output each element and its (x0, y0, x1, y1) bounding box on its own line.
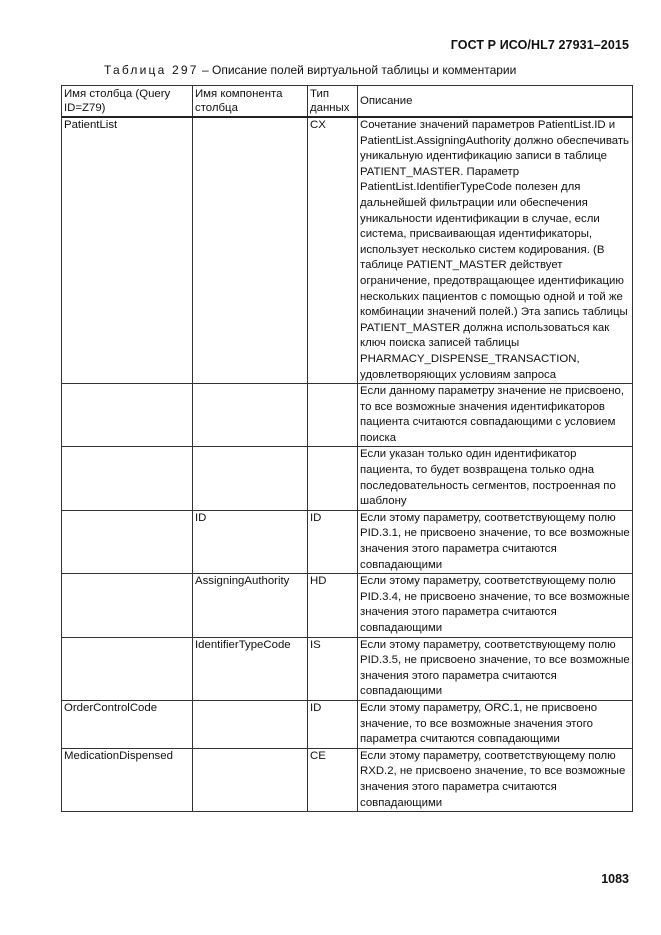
cell-description: Если данному параметру значение не присвоено, то все возможные значения идентификаторов пациента считаются совпадающими с условием поиска (358, 384, 633, 447)
cell-description: Если указан только один идентификатор пациента, то будет возвращена только одна последовательность сегментов, построенная по шаблону (358, 447, 633, 510)
cell-column-name (62, 510, 193, 573)
table-row (62, 447, 633, 510)
cell-data-type: ID (308, 510, 358, 573)
cell-component-name (193, 447, 308, 510)
table-row (62, 700, 633, 748)
cell-description: Если этому параметру, соответствующему полю PID.3.4, не присвоено значение, то все возможные значения этого параметра считаются совпадающими (358, 574, 633, 637)
table-row (62, 748, 633, 811)
cell-component-name: IdentifierTypeCode (193, 637, 308, 700)
cell-component-name (193, 748, 308, 811)
cell-column-name (62, 447, 193, 510)
cell-data-type: IS (308, 637, 358, 700)
cell-description: Если этому параметру, соответствующему полю PID.3.1, не присвоено значение, то все возможные значения этого параметра считаются совпадающими (358, 510, 633, 573)
table-caption (104, 63, 516, 77)
table-caption-label: Таблица 297 (104, 63, 199, 77)
table-row (62, 117, 633, 384)
cell-data-type: CX (308, 117, 358, 384)
cell-column-name (62, 574, 193, 637)
cell-component-name (193, 700, 308, 748)
cell-description: Сочетание значений параметров PatientList.ID и PatientList.AssigningAuthority должно обеспечивать уникальную идентификацию записи в таблице PATIENT_MASTER. Параметр PatientList.IdentifierTypeCode полезен для дальнейшей фильтрации или обеспечения уникальности идентификации в случае, если система, присваивающая идентификаторы, использует несколько систем кодирования. (В таблице PATIENT_MASTER действует ограничение, предотвращающее идентификацию нескольких пациентов с помощью одной и той же комбинации значений полей.) Эта запись таблицы PATIENT_MASTER должна использоваться как ключ поиска записей таблицы PHARMACY_DISPENSE_TRANSACTION, удовлетворяющих условиям запроса (358, 117, 633, 384)
table-row (62, 574, 633, 637)
cell-data-type: HD (308, 574, 358, 637)
cell-column-name: MedicationDispensed (62, 748, 193, 811)
table-row (62, 384, 633, 447)
cell-data-type (308, 447, 358, 510)
cell-column-name: OrderControlCode (62, 700, 193, 748)
column-header-description: Описание (358, 86, 633, 118)
document-standard-header: ГОСТ Р ИСО/HL7 27931–2015 (450, 38, 629, 52)
cell-column-name (62, 384, 193, 447)
column-header-column-name: Имя столбца (Query ID=Z79) (62, 86, 193, 118)
cell-component-name (193, 117, 308, 384)
cell-description: Если этому параметру, соответствующему полю RXD.2, не присвоено значение, то все возможные значения этого параметра считаются совпадающими (358, 748, 633, 811)
fields-table (61, 85, 633, 812)
cell-data-type: ID (308, 700, 358, 748)
table-caption-title: Описание полей виртуальной таблицы и комментарии (211, 63, 517, 77)
cell-component-name (193, 384, 308, 447)
page-number: 1083 (601, 872, 629, 886)
cell-description: Если этому параметру, ORC.1, не присвоено значение, то все возможные значения этого параметра считаются совпадающими (358, 700, 633, 748)
column-header-component-name: Имя компонента столбца (193, 86, 308, 118)
cell-data-type (308, 384, 358, 447)
table-header-row (62, 86, 633, 118)
table-caption-dash: – (201, 63, 209, 77)
cell-description: Если этому параметру, соответствующему полю PID.3.5, не присвоено значение, то все возможные значения этого параметра считаются совпадающими (358, 637, 633, 700)
cell-column-name: PatientList (62, 117, 193, 384)
cell-component-name: ID (193, 510, 308, 573)
column-header-data-type: Тип данных (308, 86, 358, 118)
table-row (62, 637, 633, 700)
table-row (62, 510, 633, 573)
cell-data-type: CE (308, 748, 358, 811)
cell-column-name (62, 637, 193, 700)
cell-component-name: AssigningAuthority (193, 574, 308, 637)
